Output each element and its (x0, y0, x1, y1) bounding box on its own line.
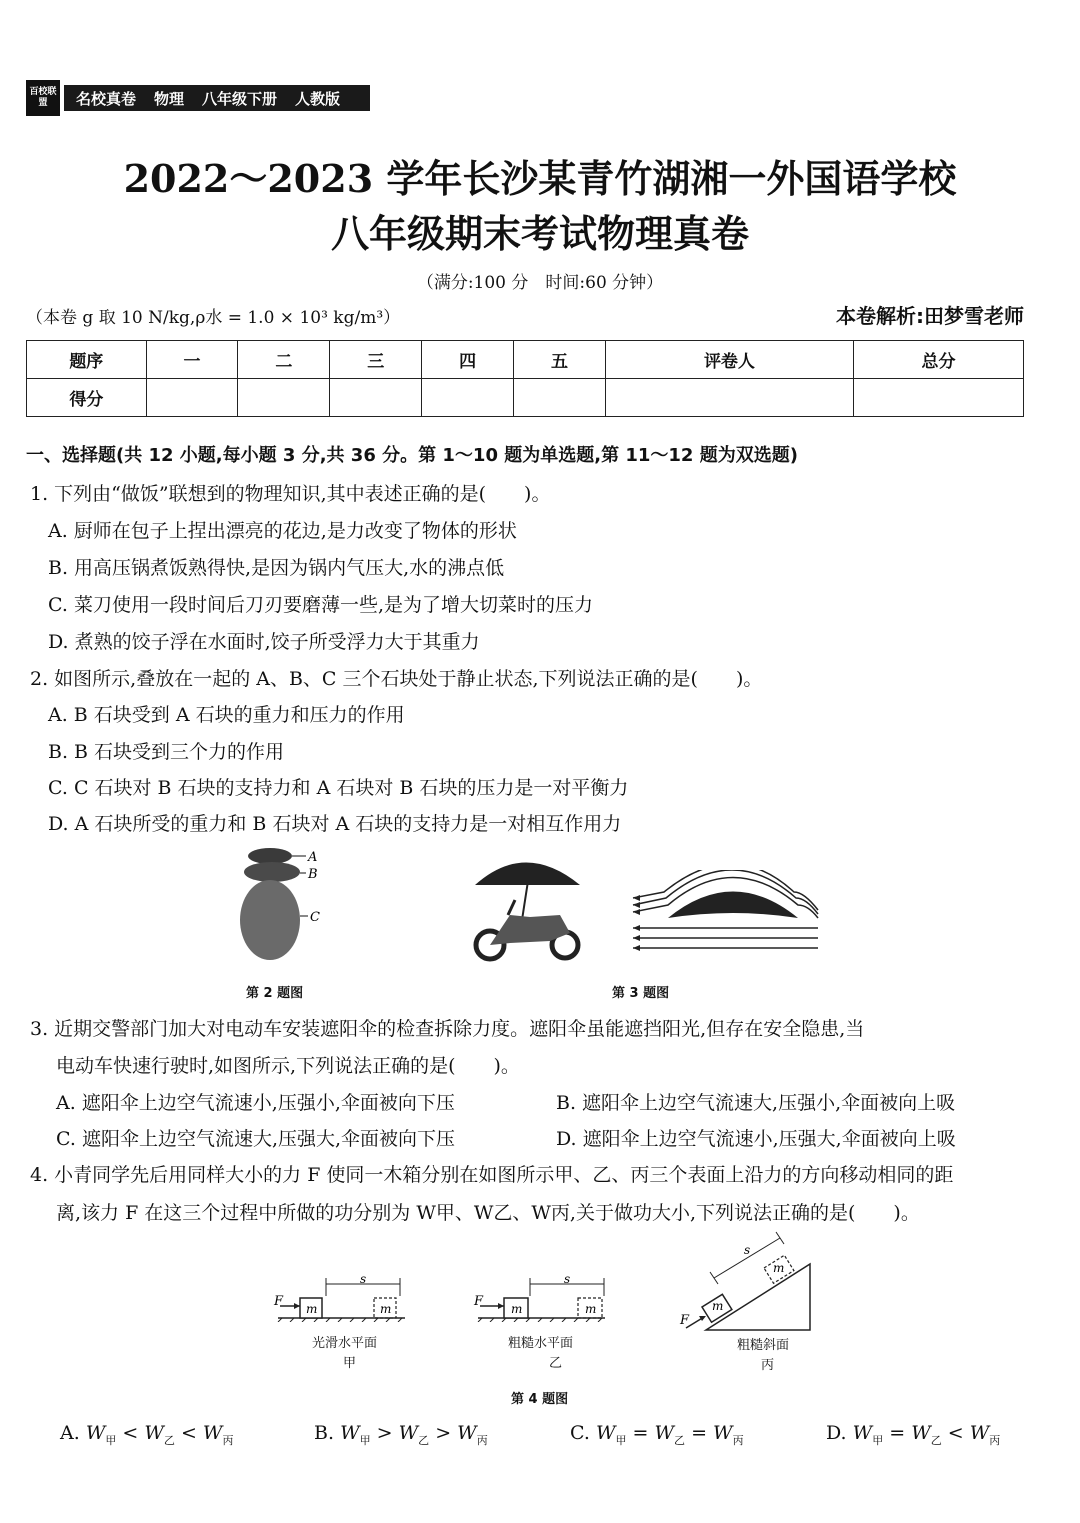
panel-yi-diagram (470, 1272, 610, 1322)
score-table (26, 340, 1024, 417)
header-cell: 题序 (27, 341, 147, 379)
score-cell[interactable] (238, 379, 330, 417)
stone-label-c: C (310, 910, 320, 925)
q3-stem-line-1: 3. 近期交警部门加大对电动车安装遮阳伞的检查拆除力度。遮阳伞虽能遮挡阳光,但存在安全隐患,当 (30, 1018, 865, 1040)
sub-label: 乙 (163, 1433, 175, 1447)
relation: = (632, 1422, 649, 1444)
q2-option-d: D. A 石块所受的重力和 B 石块对 A 石块的支持力是一对相互作用力 (48, 813, 622, 835)
panel-bing-name: 丙 (761, 1358, 775, 1373)
panel-bing-surface: 粗糙斜面 (737, 1338, 790, 1353)
banner-item: 八年级下册 (202, 89, 278, 108)
q4-stem-line-2: 离,该力 F 在这三个过程中所做的功分别为 W甲、W乙、W丙,关于做功大小,下列说法正确的是( )。 (56, 1202, 920, 1224)
panel-yi-surface: 粗糙水平面 (508, 1336, 574, 1351)
panel-jia-name: 甲 (343, 1356, 357, 1371)
relation: > (435, 1422, 452, 1444)
stone-a (248, 848, 292, 864)
option-letter: C. (570, 1422, 590, 1444)
mass-label-dashed: m (773, 1261, 785, 1275)
q2-option-b: B. B 石块受到三个力的作用 (48, 741, 285, 763)
q2-option-a: A. B 石块受到 A 石块的重力和压力的作用 (48, 704, 405, 726)
row-label: 得分 (27, 379, 147, 417)
sub-label: 甲 (105, 1433, 117, 1447)
section-heading: 一、选择题(共 12 小题,每小题 3 分,共 36 分。第 1～10 题为单选题,第 11～12 题为双选题) (26, 445, 798, 466)
q3-option-b: B. 遮阳伞上边空气流速大,压强小,伞面被向上吸 (556, 1092, 956, 1114)
header-cell: 四 (422, 341, 514, 379)
scooter-umbrella-figure (470, 845, 585, 965)
sub-label: 甲 (359, 1433, 371, 1447)
mass-label: m (511, 1302, 523, 1316)
q1-stem: 1. 下列由“做饭”联想到的物理知识,其中表述正确的是( )。 (30, 483, 551, 505)
banner-item: 物理 (154, 89, 185, 108)
stone-label-a: A (308, 850, 318, 865)
panel-jia-surface: 光滑水平面 (312, 1336, 378, 1351)
sub-label: 甲 (615, 1433, 627, 1447)
panel-jia-diagram (270, 1272, 410, 1322)
force-label: F (680, 1313, 690, 1328)
q3-option-a: A. 遮阳伞上边空气流速小,压强小,伞面被向下压 (56, 1092, 455, 1114)
header-cell: 一 (146, 341, 238, 379)
title-line-1: 2022～2023 学年长沙某青竹湖湘一外国语学校 (123, 156, 957, 201)
banner-bar (64, 85, 370, 111)
score-cell[interactable] (330, 379, 422, 417)
sub-label: 乙 (930, 1433, 942, 1447)
relation: = (889, 1422, 906, 1444)
panel-bing-diagram (676, 1228, 816, 1336)
relation: = (691, 1422, 707, 1444)
q3-stem-line-2: 电动车快速行驶时,如图所示,下列说法正确的是( )。 (56, 1055, 520, 1077)
score-table-header (27, 341, 1024, 379)
q3-option-c: C. 遮阳伞上边空气流速大,压强大,伞面被向下压 (56, 1128, 456, 1150)
score-time: （满分:100 分 时间:60 分钟） (416, 273, 664, 293)
score-cell[interactable] (605, 379, 853, 417)
sub-label: 丙 (989, 1433, 1001, 1447)
stone-b (244, 862, 300, 882)
force-label: F (474, 1294, 484, 1309)
q4-option-b: B. $W_甲 > W_乙 > W_丙$ (314, 1422, 488, 1447)
q1-option-a: A. 厨师在包子上捏出漂亮的花边,是力改变了物体的形状 (48, 520, 517, 542)
relation: < (180, 1422, 197, 1444)
q3-figure-caption: 第 3 题图 (612, 986, 670, 1001)
title-line-2: 八年级期末考试物理真卷 (330, 211, 749, 256)
q4-option-c: C. $W_甲 = W_乙 = W_丙$ (570, 1422, 744, 1447)
scooter-body (490, 915, 570, 945)
option-letter: A. (60, 1422, 80, 1444)
stones-figure (230, 842, 340, 967)
distance-label: s (360, 1272, 367, 1286)
constants-note: （本卷 g 取 10 N/kg,ρ水 = 1.0 × 10³ kg/m³） (26, 308, 401, 328)
header-cell: 总分 (853, 341, 1023, 379)
header-banner (26, 80, 370, 116)
mass-label-dashed: m (380, 1302, 392, 1316)
score-cell[interactable] (853, 379, 1023, 417)
distance-label: s (744, 1243, 751, 1257)
header-cell: 五 (514, 341, 606, 379)
distance-label: s (564, 1272, 571, 1286)
relation: < (122, 1422, 139, 1444)
q2-figure-caption: 第 2 题图 (246, 986, 304, 1001)
stone-label-b: B (308, 867, 318, 882)
mass-label: m (712, 1299, 724, 1313)
banner-item: 人教版 (295, 89, 341, 108)
airflow-figure (628, 870, 823, 960)
sub-label: 丙 (732, 1433, 744, 1447)
q1-option-d: D. 煮熟的饺子浮在水面时,饺子所受浮力大于其重力 (48, 631, 480, 653)
q4-figure-caption: 第 4 题图 (511, 1392, 569, 1407)
sub-label: 丙 (476, 1433, 488, 1447)
force-label: F (274, 1294, 284, 1309)
header-cell: 评卷人 (605, 341, 853, 379)
score-cell[interactable] (514, 379, 606, 417)
mass-label-dashed: m (585, 1302, 597, 1316)
umbrella-section-icon (668, 892, 798, 919)
q1-option-c: C. 菜刀使用一段时间后刀刃要磨薄一些,是为了增大切菜时的压力 (48, 594, 593, 616)
header-cell: 二 (238, 341, 330, 379)
logo: 百校联盟 (26, 80, 60, 116)
score-cell[interactable] (422, 379, 514, 417)
option-letter: D. (826, 1422, 847, 1444)
relation: > (376, 1422, 393, 1444)
q4-stem-line-1: 4. 小青同学先后用同样大小的力 F 使同一木箱分别在如图所示甲、乙、丙三个表面上沿力的方向移动相同的距 (30, 1164, 954, 1186)
sub-label: 丙 (222, 1433, 234, 1447)
sub-label: 甲 (872, 1433, 884, 1447)
q2-option-c: C. C 石块对 B 石块的支持力和 A 石块对 B 石块的压力是一对平衡力 (48, 777, 629, 799)
header-cell: 三 (330, 341, 422, 379)
q2-stem: 2. 如图所示,叠放在一起的 A、B、C 三个石块处于静止状态,下列说法正确的是( )。 (30, 668, 763, 690)
sub-label: 乙 (674, 1433, 686, 1447)
q4-option-a: A. $W_甲 < W_乙 < W_丙$ (60, 1422, 234, 1447)
analyst: 本卷解析:田梦雪老师 (836, 304, 1024, 328)
score-table-row (27, 379, 1024, 417)
sub-label: 乙 (418, 1433, 430, 1447)
q4-option-d: D. $W_甲 = W_乙 < W_丙$ (826, 1422, 1001, 1447)
stone-c (240, 880, 300, 960)
mass-label: m (306, 1302, 318, 1316)
q3-option-d: D. 遮阳伞上边空气流速小,压强大,伞面被向上吸 (556, 1128, 956, 1150)
banner-item: 名校真卷 (76, 89, 137, 108)
option-letter: B. (314, 1422, 335, 1444)
relation: < (947, 1422, 964, 1444)
q1-option-b: B. 用高压锅煮饭熟得快,是因为锅内气压大,水的沸点低 (48, 557, 505, 579)
score-cell[interactable] (146, 379, 238, 417)
panel-yi-name: 乙 (549, 1356, 563, 1371)
